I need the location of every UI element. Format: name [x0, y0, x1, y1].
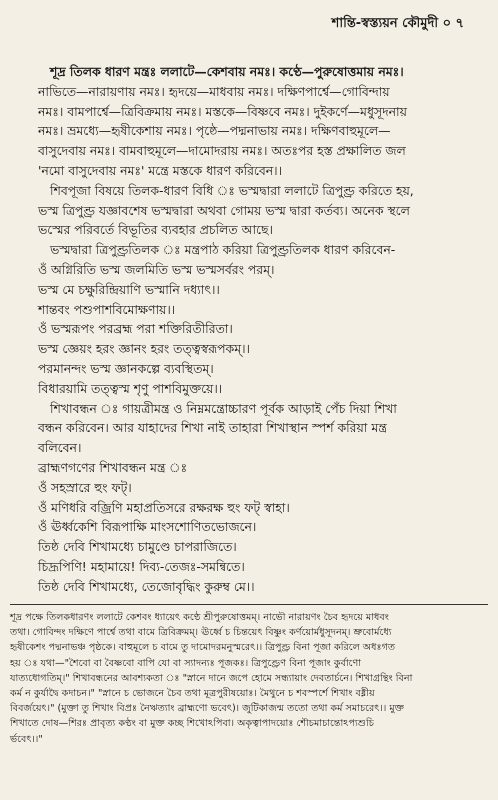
main-line: বলিবেন।: [38, 440, 82, 456]
mantra-line: ভস্ম জ্ঞেয়ং হরং জ্ঞানং হরং তত্ত্বস্বরূপকম্।।: [38, 341, 250, 357]
mantra-line: বিধারয়ামি তত্ত্বস্ম শৃণু পাশবিমুক্তয়ে।।: [38, 380, 223, 396]
footnote-line: হৃষীকেশং পদ্মনাভঞ্চ পৃষ্ঠকে। বাহুমূলে চ বামে তু দামোদরমনুস্মরেৎ।। ত্রিপুণ্ড্র বিনা পূজা করিলে অধঃগত: [10, 642, 396, 654]
main-line: শিখাবন্ধন ঃ গায়ত্রীমন্ত্র ও নিম্নমন্ত্রোচ্চারণ পূর্বক আড়াই পেঁচ দিয়া শিখা: [50, 400, 397, 416]
mantra-line: তিষ্ঠ দেবি শিখামধ্যে, তেজোবৃদ্ধিং কুরুম্ব মে।।: [38, 578, 255, 594]
footnote-line: কর্ম ন কুর্যাদ্বৈ কদাচন।" "স্নানে চ ভোজনে চৈব তথা মূত্রপুরীষয়োঃ। মৈথুনে চ শবস্পর্শে শিখাং বধ্নীয়: [10, 688, 375, 700]
section-intro: ব্রাহ্মণগণের শিখাবন্ধন মন্ত্র ঃ: [38, 459, 188, 475]
footnote-line: যাত্যধোগতিম্।" শিখাবন্ধনের আবশ্যকতা ঃ "স্নানে দানে জপে হোমে সন্ধ্যায়াং দেবতার্চনে। শিখাগ্রন্থিং বিনা: [10, 672, 413, 684]
mantra-line: ওঁ ঊর্ধ্বকেশি বিরূপাক্ষি মাংসশোণিতভোজনে।: [38, 519, 257, 535]
main-line: নমঃ। বামপার্শ্বে—ত্রিবিক্রমায় নমঃ। মস্তকে—বিষ্ণবে নমঃ। দুইকর্ণে—মধুসূদনায়: [38, 103, 407, 119]
main-line: ভস্ম ত্রিপুণ্ড্র যজ্ঞাবশেষ ভস্মদ্বারা অথবা গোময় ভস্ম দ্বারা কর্তব্য। অনেক স্থলে: [38, 202, 410, 218]
footnote-line: শিখাতে দোষ—শিরঃ প্রাবৃত্য কণ্ঠং বা মুক্ত কচ্ছ শিখোঽপিবা। অকৃত্বাপাদয়োঃ শৌচমাচান্তোঽপ্যশুচি: [10, 718, 374, 730]
mantra-line: চিদ্রূপিণি! মহামায়ে! দিব্য-তেজঃ-সমন্বিতে।: [38, 558, 245, 574]
main-line: বাসুদেবায় নমঃ। বামবাহুমূলে—দামোদরায় নমঃ। অতঃপর হস্ত প্রক্ষালিত জল: [38, 143, 406, 159]
main-text: [38, 62, 478, 597]
mantra-line: পরমানন্দং ভস্ম জ্ঞানকল্পে ব্যবস্থিতম্।: [38, 360, 214, 376]
main-line: শিবপূজা বিষয়ে তিলক-ধারণ বিধি ঃ ভস্মদ্বারা ললাটে ত্রিপুণ্ড্র করিতে হয়,: [50, 182, 414, 198]
mantra-line: ওঁ সহস্রারে হুং ফট্।: [38, 479, 132, 495]
mantra-line: ওঁ অগ্নিরিতি ভস্ম জলমিতি ভস্ম ভস্মসর্বরং পরম্।: [38, 261, 275, 277]
main-line: বন্ধন করিবেন। আর যাহাদের শিখা নাই তাহারা শিখাস্থান স্পর্শ করিয়া মন্ত্র: [38, 420, 387, 436]
footnotes: [10, 610, 488, 747]
main-line: নমঃ। ভ্রমধ্যে—হৃষীকেশায় নমঃ। পৃষ্ঠে—পদ্মনাভায় নমঃ। দক্ষিণবাহুমূলে—: [38, 123, 391, 139]
mantra-line: তিষ্ঠ দেবি শিখামধ্যে চামুণ্ডে চাপরাজিতে।: [38, 539, 237, 555]
mantra-line: ভস্ম মে চক্ষুরিন্দ্রিয়াণি ভস্মানি দধ্যাৎ।।: [38, 281, 220, 297]
footnote-divider: [10, 604, 488, 605]
section-intro: ভস্মদ্বারা ত্রিপুণ্ড্রতিলক ঃ মন্ত্রপাঠ করিয়া ত্রিপুণ্ড্রতিলক ধারণ করিবেন-: [50, 242, 396, 258]
main-line: 'নমো বাসুদেবায় নমঃ' মন্ত্রে মস্তকে ধারণ করিবেন।।: [38, 162, 283, 178]
footnote-line: হয় ঃ যথা—"শৈবো বা বৈষ্ণবো বাপি যো বা স্যাদন্যঃ পূজকঃ। ত্রিপুণ্ড্রেণ বিনা পূজাং কুর্বাণো: [10, 657, 362, 669]
page-header: [0, 0, 498, 38]
mantra-line: ওঁ মণিধরি বজ্রিণি মহাপ্রতিসরে রক্ষরক্ষ হুং ফট্ স্বাহা।: [38, 499, 290, 515]
footnote-line: শূদ্র পক্ষে তিলকধারণং ললাটে কেশবং ধ্যায়েৎ কণ্ঠে শ্রীপুরুষোত্তমম্। নাভৌ নারায়ণং চৈব হৃদয়ে মাধবং: [10, 612, 389, 623]
main-line: নাভিতে—নারায়ণায় নমঃ। হৃদয়ে—মাধবায় নমঃ। দক্ষিণপার্শ্বে—গোবিন্দায়: [38, 83, 390, 99]
running-title: শান্তি-স্বস্ত্যয়ন কৌমুদী ০ ৭: [331, 16, 464, 31]
mantra-line: ওঁ ভস্মরূপং পরব্রহ্ম পরা শক্তিরিতীরিতা।: [38, 321, 233, 337]
main-line: শূদ্র তিলক ধারণ মন্ত্রঃ ললাটে—কেশবায় নমঃ। কণ্ঠে—পুরুষোত্তমায় নমঃ।: [50, 64, 404, 79]
footnote-line: র্ভবেৎ।।": [10, 733, 43, 745]
main-line: ভস্মের পরিবর্তে বিভূতির ব্যবহার প্রচলিত আছে।: [38, 222, 273, 238]
footnote-line: তথা। গোবিন্দং দক্ষিণে পার্শ্বে তথা বামে ত্রিবিক্রমম্। ঊর্ধ্বে চ চিন্তয়েৎ বিষ্ণুং কর্ণয়োর্মধুসূদনম্। ভ্রুবোর্মধ্যে: [10, 627, 392, 639]
footnote-line: বিবর্জয়েৎ।" (মুক্তা তু শিখাং বিপ্রঃ নৈঋত্যাং ব্রাহ্মণো ভবেৎ)। জুটিকাজন্ম ততো তথা কর্ম সমাচরেৎ।। মুক্ত: [10, 703, 404, 715]
mantra-line: শান্তবং পশুপাশবিমোক্ষণায়।।: [38, 301, 176, 317]
